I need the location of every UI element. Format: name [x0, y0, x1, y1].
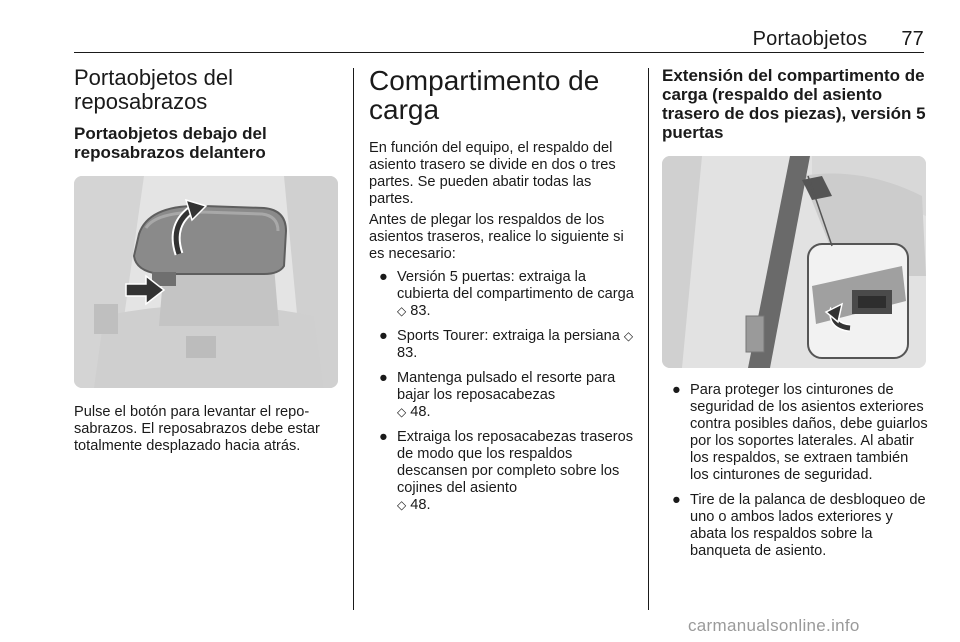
seat-belt-illustration: [662, 156, 926, 368]
list-item: ● Versión 5 puertas: extraiga la cubierta del compartimento de carga ◇ 83.: [379, 269, 634, 319]
column-load-extension: [662, 66, 928, 568]
page-reference[interactable]: 48.: [410, 497, 431, 513]
armrest-illustration: [74, 176, 338, 388]
section-heading-load-extension: Extensión del compartimento de carga (respaldo del asiento trasero de dos piezas), versión 5 puertas: [662, 66, 926, 142]
section-heading-armrest: Portaobjetos del reposabrazos: [74, 65, 233, 114]
watermark: carmanualsonline.info: [688, 616, 860, 635]
page-reference[interactable]: 83.: [397, 345, 418, 361]
armrest-caption: Pulse el botón para levantar el reposabrazos. El reposabrazos debe estar totalmente desplazado hacia atrás.: [74, 404, 320, 454]
page-reference-icon: ◇: [397, 498, 407, 512]
section-heading-load-compartment: Compartimento de carga: [369, 65, 600, 125]
header-rule: [74, 52, 924, 53]
list-item: ● Extraiga los reposacabezas traseros de modo que los respaldos descansen por completo sobre los cojines del asiento ◇ 48.: [379, 429, 634, 513]
header-title: Portaobjetos: [752, 28, 868, 50]
column-armrest-storage: [74, 66, 342, 459]
preparation-list: [369, 269, 635, 514]
list-item: ● Sports Tourer: extraiga la persiana ◇ 83.: [379, 328, 634, 361]
subsection-heading-front-armrest: Portaobjetos debajo del reposabrazos delantero: [74, 124, 267, 162]
column-load-compartment: [369, 66, 635, 522]
page-reference-icon: ◇: [623, 329, 634, 343]
extension-list: [662, 382, 928, 560]
column-divider-right: [648, 68, 649, 610]
list-item: ● Tire de la palanca de desbloqueo de uno o ambos lados exteriores y abata los respaldos sobre la banqueta de asiento.: [672, 492, 926, 559]
list-item: ● Mantenga pulsado el resorte para bajar los reposacabezas ◇ 48.: [379, 370, 616, 420]
page-reference[interactable]: 48.: [410, 404, 431, 420]
load-compartment-precondition: Antes de plegar los respaldos de los asientos traseros, realice lo siguiente si es necesario:: [369, 212, 624, 262]
bullet-icon: ●: [379, 269, 388, 285]
running-header: [753, 28, 924, 51]
page-reference-icon: ◇: [397, 405, 407, 419]
load-compartment-intro: En función del equipo, el respaldo del asiento trasero se divide en dos o tres partes. Se pueden abatir todas las partes.: [369, 140, 616, 207]
page-reference[interactable]: 83.: [410, 303, 431, 319]
bullet-icon: ●: [379, 429, 388, 445]
bullet-icon: ●: [672, 492, 681, 508]
page-number: 77: [901, 28, 924, 50]
bullet-icon: ●: [379, 328, 388, 344]
column-divider-left: [353, 68, 354, 610]
bullet-icon: ●: [672, 382, 681, 398]
bullet-icon: ●: [379, 370, 388, 386]
page-reference-icon: ◇: [397, 304, 407, 318]
list-item: ● Para proteger los cinturones de seguridad de los asientos exteriores contra posibles daños, debe guiarlos por los soportes laterales. Al abatir los respaldos, se extraen también los cinturones de seguridad.: [672, 382, 928, 483]
